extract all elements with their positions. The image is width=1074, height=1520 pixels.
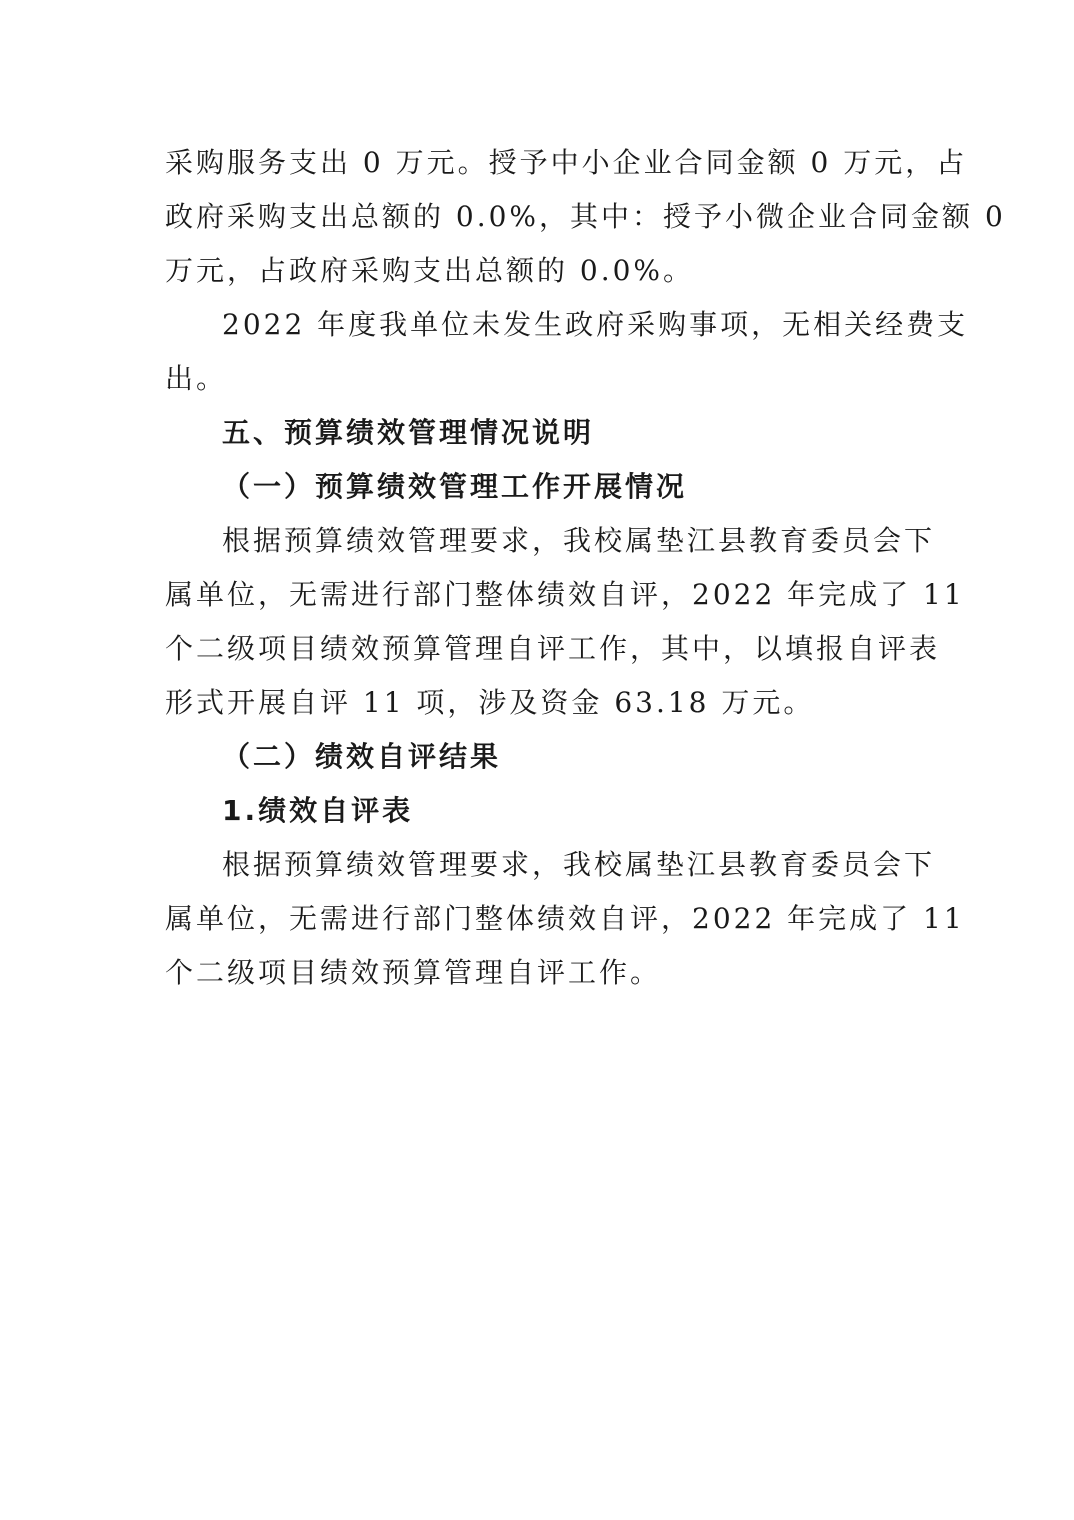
section-heading: 五、预算绩效管理情况说明: [222, 416, 595, 449]
paragraph-line: 属单位，无需进行部门整体绩效自评，2022 年完成了 11: [165, 578, 965, 611]
paragraph-line: 万元，占政府采购支出总额的 0.0%。: [165, 254, 695, 287]
paragraph-line: 采购服务支出 0 万元。授予中小企业合同金额 0 万元，占: [165, 146, 968, 179]
document-body: [165, 136, 1006, 1000]
paragraph-line: 个二级项目绩效预算管理自评工作，其中，以填报自评表: [165, 632, 941, 665]
paragraph-line: 根据预算绩效管理要求，我校属垫江县教育委员会下: [222, 848, 936, 881]
paragraph-line: 出。: [165, 362, 228, 395]
paragraph-line: 个二级项目绩效预算管理自评工作。: [165, 956, 662, 989]
paragraph-line: 形式开展自评 11 项，涉及资金 63.18 万元。: [165, 686, 815, 719]
subsection-heading: （一）预算绩效管理工作开展情况: [222, 470, 688, 503]
paragraph-line: 政府采购支出总额的 0.0%，其中：授予小微企业合同金额 0: [165, 200, 1006, 233]
item-heading: 1.绩效自评表: [222, 794, 414, 827]
paragraph-line: 属单位，无需进行部门整体绩效自评，2022 年完成了 11: [165, 902, 965, 935]
subsection-heading: （二）绩效自评结果: [222, 740, 502, 773]
paragraph-line: 根据预算绩效管理要求，我校属垫江县教育委员会下: [222, 524, 936, 557]
paragraph-line: 2022 年度我单位未发生政府采购事项，无相关经费支: [222, 308, 969, 341]
